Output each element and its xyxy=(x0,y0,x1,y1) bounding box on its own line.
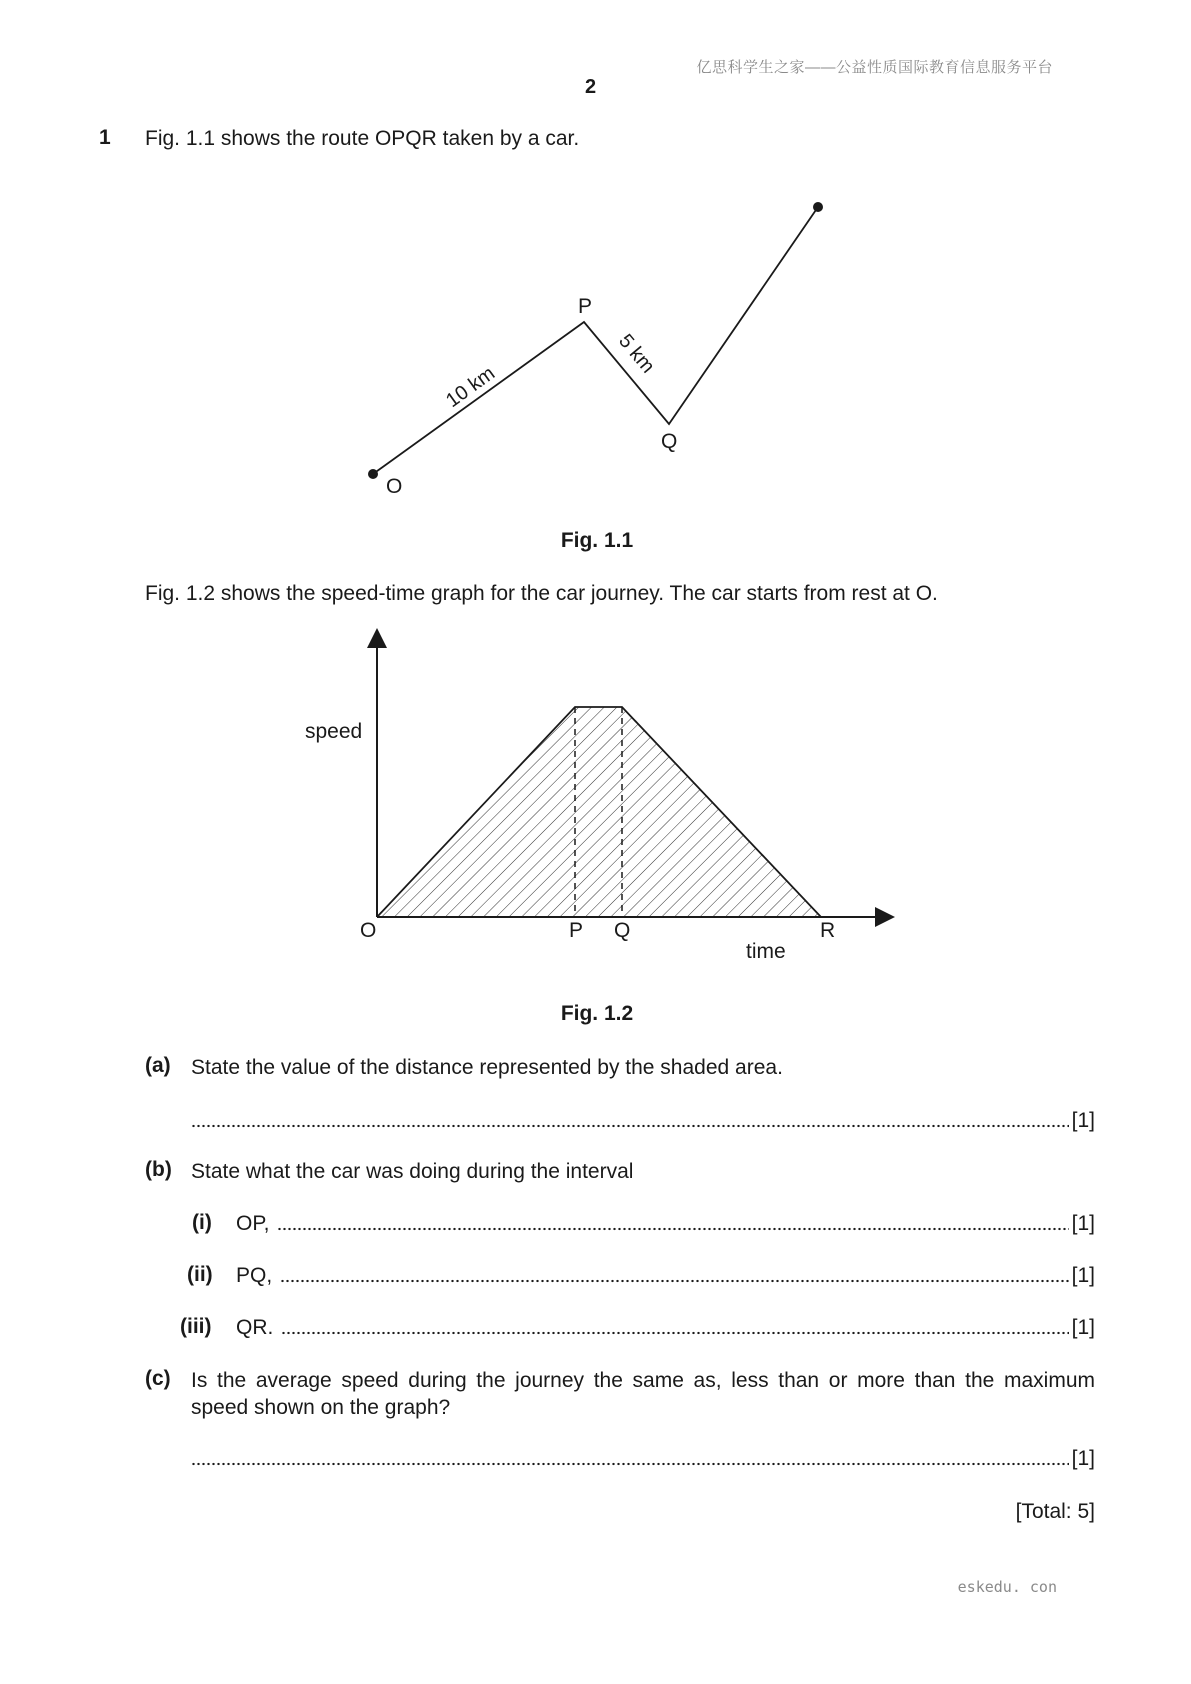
part-b-i-label: (i) xyxy=(192,1211,212,1234)
fig2-caption: Fig. 1.2 xyxy=(560,1002,634,1025)
part-b-iii-text: QR. xyxy=(236,1316,274,1339)
shaded-area xyxy=(377,707,821,917)
x-tick-o: O xyxy=(360,919,377,942)
part-a-marks: [1] xyxy=(1071,1109,1095,1132)
part-b-iii-answer-line[interactable] xyxy=(236,1314,1095,1341)
x-axis-label: time xyxy=(746,940,786,963)
route-label-q: Q xyxy=(661,430,678,453)
part-b-ii-text: PQ, xyxy=(236,1264,273,1287)
header-watermark: 亿思科学生之家——公益性质国际教育信息服务平台 xyxy=(696,59,1053,76)
question-intro: Fig. 1.1 shows the route OPQR taken by a car. xyxy=(145,127,580,150)
segment-label-op: 10 km xyxy=(442,362,500,413)
part-b-ii-answer-line[interactable] xyxy=(236,1262,1095,1289)
part-c-text: Is the average speed during the journey the same as, less than or more than the maximum speed shown on the graph? xyxy=(191,1369,1095,1419)
fig1-caption: Fig. 1.1 xyxy=(560,529,634,552)
part-b-i-text: OP, xyxy=(236,1212,270,1235)
route-label-o: O xyxy=(386,475,403,498)
answer-dots xyxy=(280,1279,1068,1283)
part-b-text: State what the car was doing during the interval xyxy=(191,1160,634,1183)
segment-label-pq: 5 km xyxy=(614,330,659,378)
part-a-answer-line[interactable] xyxy=(191,1107,1095,1134)
part-c-label: (c) xyxy=(145,1367,171,1390)
part-b-i-marks: [1] xyxy=(1071,1212,1095,1235)
part-a-label: (a) xyxy=(145,1054,171,1077)
part-b-iii-marks: [1] xyxy=(1071,1316,1095,1339)
part-b-iii-label: (iii) xyxy=(180,1315,212,1338)
part-b-ii-label: (ii) xyxy=(187,1263,213,1286)
part-c-answer-line[interactable] xyxy=(191,1445,1095,1472)
route-label-p: P xyxy=(578,295,593,318)
x-tick-p: P xyxy=(569,919,584,942)
total-marks: [Total: 5] xyxy=(1015,1500,1095,1523)
answer-dots xyxy=(277,1227,1068,1231)
part-a-text: State the value of the distance represented by the shaded area. xyxy=(191,1056,783,1079)
part-b-i-answer-line[interactable] xyxy=(236,1210,1095,1237)
answer-dots xyxy=(281,1331,1068,1335)
part-c-marks: [1] xyxy=(1071,1447,1095,1470)
x-tick-r: R xyxy=(820,919,836,942)
part-b-label: (b) xyxy=(145,1158,172,1181)
question-number: 1 xyxy=(99,126,111,149)
fig2-intro: Fig. 1.2 shows the speed-time graph for the car journey. The car starts from rest at O. xyxy=(145,582,938,605)
page-number: 2 xyxy=(585,76,597,98)
footer-watermark: eskedu. con xyxy=(957,1578,1057,1596)
part-b-ii-marks: [1] xyxy=(1071,1264,1095,1287)
answer-dots xyxy=(191,1462,1069,1466)
answer-dots xyxy=(191,1124,1069,1128)
y-axis-label: speed xyxy=(305,720,363,743)
x-tick-q: Q xyxy=(614,919,631,942)
